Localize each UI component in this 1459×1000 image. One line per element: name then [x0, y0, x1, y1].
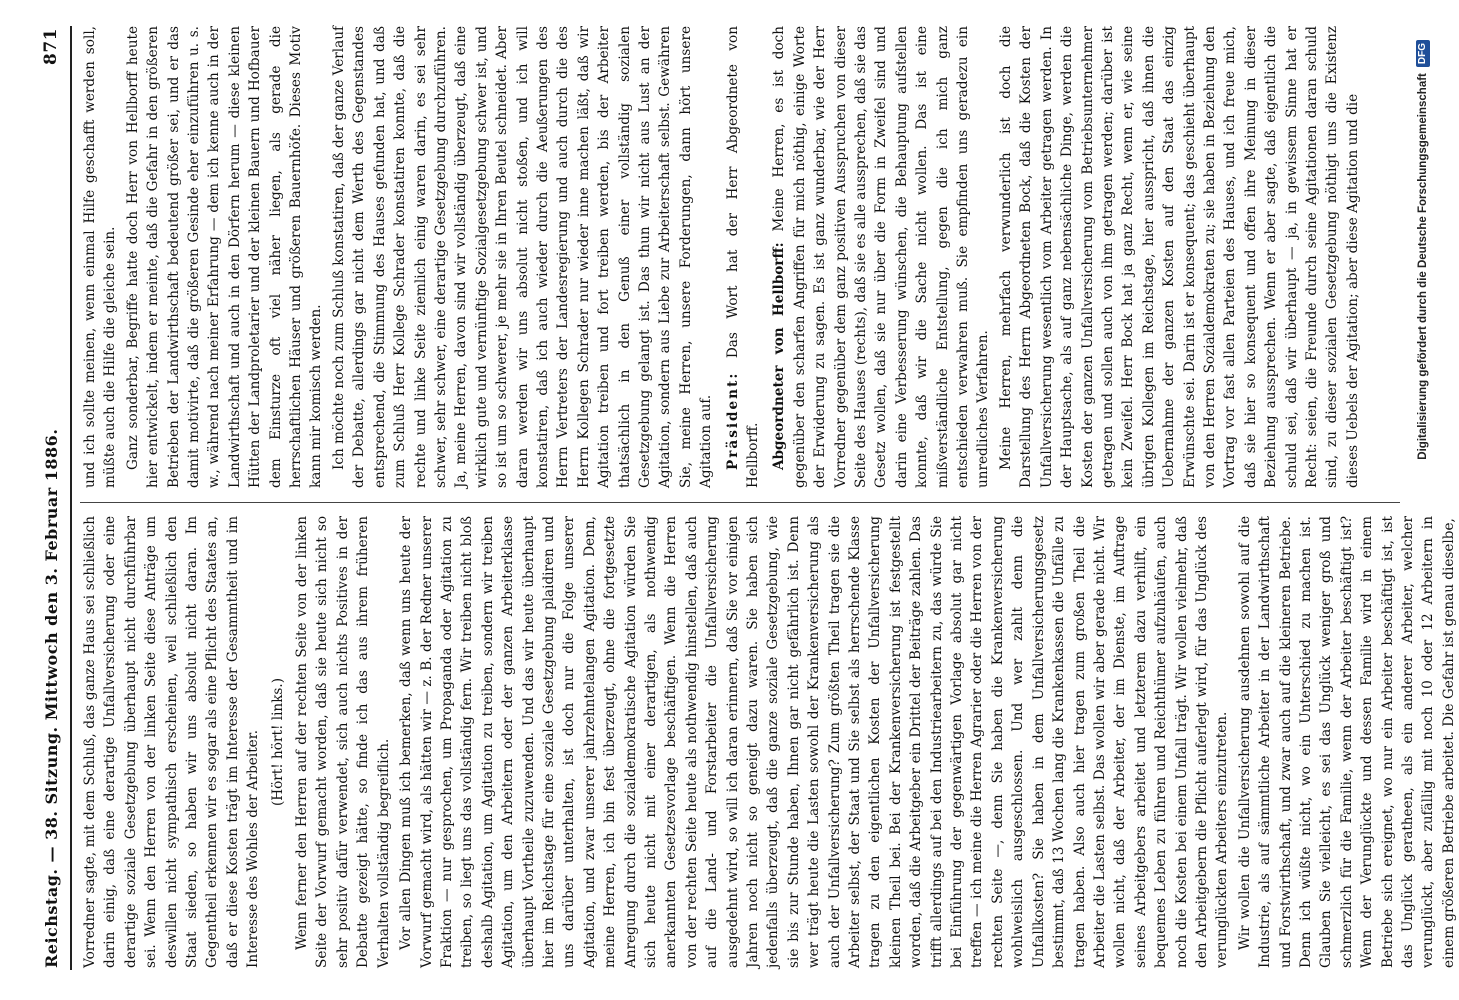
column-divider [80, 502, 1400, 503]
speaker-statement [769, 26, 993, 488]
paragraph: Wir wollen die Unfallversicherung ausdehnen sowohl auf die Industrie, als auf sämmtliche Arbeiter in der Landwirthschaft und Forstwirthschaft, und zwar auch auf die kleineren Betriebe. Denn ich wüßte nicht, wo ein Unterschied zu machen ist. Glauben Sie vielleicht, es sei das Unglück weniger groß und schmerzlich für die Familie, wenn der Arbeiter beschäftigt ist? Wenn der Verunglückte und dessen Familie wird in einem Betriebe sich ereignet, wo nur ein Arbeiter beschäftigt ist, ist das Unglück geratheen, als ein anderer Arbeiter, welcher verunglückt, aber zufällig mit noch 10 oder 12 Arbeitern in einem größeren Betriebe arbeitet. Die Gefahr ist genau dieselbe, [1236, 516, 1457, 968]
paragraph: Ich möchte noch zum Schluß konstatiren, daß der ganze Verlauf der Debatte, allerdings gar nicht dem Werth des Gegenstandes entsprechend, die Stimmung des Hauses gefunden hat, und daß zum Schluß Herr Kollege Schrader konstatiren konnte, daß die rechte und linke Seite ziemlich einig waren darin, es sei sehr schwer, sehr schwer, eine derartige Gesetzgebung durchzuführen. Ja, meine Herren, davon sind wir vollständig überzeugt, daß eine wirklich gute und vernünftige Sozialgesetzgebung schwer ist, und so ist um so schwerer, je mehr sie in Ihren Beutel schneidet. Aber daran werden wir uns absolut nicht stoßen, und ich will konstatiren, daß ich auch wieder durch die Aeußerungen des Herrn Vertreters der Landesregierung und auch durch die des Herrn Kollegen Schrader nur wieder inne machen läßt, daß wir Agitation treiben und fort treiben werden, bis der Arbeiter thatsächlich in den Genuß einer vollständig sozialen Gesetzgebung gelangt ist. Das thun wir nicht aus Lust an der Agitation, sondern aus Liebe zur Arbeiterschaft selbst. Gewähren Sie, meine Herren, unsere Forderungen, dann hört unsere Agitation auf. [330, 26, 715, 488]
page-number: 871 [41, 28, 61, 65]
digitization-credit [1409, 40, 1431, 970]
dfg-logo: DFG [1416, 40, 1430, 67]
speaker-text: Meine Herren, es ist doch gegenüber den scharfen Angriffen für mich nöthig, einige Worte der Erwiderung zu sagen. Es ist ganz wunderbar, wie der Herr Vorredner gegenüber dem ganz positiven Ausspruchen von dieser Seite des Hauses (rechts), daß sie es alle aussprechen, daß sie das Gesetz wollen, daß sie nur über die Form in Zweifel sind und darin eine Verbesserung wünschen, die Behauptung aufstellen konnte, daß wir die Sache nicht wollen. Das ist eine mißverständliche Entstellung, gegen die ich mich ganz entschieden verwahren muß. Sie empfinden uns geradezu ein unredliches Verfahren. [771, 25, 992, 488]
header-title: Reichstag. — 38. Sitzung. Mittwoch den 3. Februar 1886. [41, 428, 61, 968]
paragraph: Ganz sonderbar, Begriffe hatte doch Herr von Hellborff heute hier entwickelt, indem er meinte, daß die Gefahr in den größeren Betrieben der Landwirthschaft bedeutend größer sei, und er das damit motivirte, daß die größeren Gesinde eher einzuführen u. s. w., während nach meiner Erfahrung — dem ich kenne auch in der Landwirthschaft und auch in den Dörfern herum — diese kleinen Hütten der Landproletarier und der kleinen Bauern und Hofbauer dem Einsturze oft viel näher liegen, als gerade die herrschaftlichen Häuser und größeren Bauernhöfe. Dieses Motiv kann mir komisch werden. [124, 26, 325, 488]
interjection: (Hört! hört! links.) [269, 677, 286, 807]
header-rule [70, 26, 72, 970]
credit-text: Digitalisierung gefördert durch die Deutsche Forschungsgemeinschaft [1417, 73, 1429, 460]
paragraph: und ich sollte meinen, wenn einmal Hilfe geschafft werden soll, müßte auch die Hilfe die gleiche sein. [82, 26, 119, 488]
president-text: Das Wort hat der Herr Abgeordnete von Hellborff. [724, 26, 761, 488]
paragraph: Vor allen Dingen muß ich bemerken, daß wenn uns heute der Vorwurf gemacht wird, als hätten wir — z. B. der Redner unserer Fraktion — nur gesprochen, um Propaganda oder Agitation zu treiben, so liegt uns das vollständig fern. Wir treiben nicht bloß deshalb Agitation, um Agitation zu treiben, sondern wir treiben Agitation, um den Arbeitern oder der ganzen Arbeiterklasse überhaupt Vortheile zuzuwenden. Und das wir heute überhaupt hier im Reichstage für eine soziale Gesetzgebung plaidiren und uns darüber unterhalten, ist doch nur die Folge unserer Agitation, und zwar unserer jahrzehntelangen Agitation. Denn, meine Herren, ich bin fest überzeugt, ohne die fortgesetzte Anregung durch die sozialdemokratische Agitation würden Sie sich heute nicht mit einer derartigen, als nothwendig anerkannten Gesetzesvorlage beschäftigen. Wenn die Herren von der rechten Seite heute als nothwendig hinstellen, daß auch auf die Land- und Forstarbeiter die Unfallversicherung ausgedehnt wird, so will ich daran erinnern, daß Sie vor einigen Jahren noch nicht so geneigt dazu waren. Sie haben sich jedenfalls überzeugt, daß die ganze soziale Gesetzgebung, wie sie bis zur Stunde haben, Ihnen gar nicht gefährlich ist. Denn wer trägt heute die Lasten sowohl der Krankenversicherung als auch der Unfallversicherung? Zum größten Theil tragen sie die Arbeiter selbst, der Staat und Sie selbst als herrschende Klasse tragen zu den eigentlichen Kosten der Unfallversicherung kleinen Theil bei. Bei der Krankenversicherung ist festgestellt worden, daß die Arbeitgeber ein Drittel der Beiträge zahlen. Das trifft allerdings auf bei den Industriearbeitern zu, das würde Sie bei Einführung der gegenwärtigen Vorlage absolut gar nicht treffen — ich meine die Herren Agrarier oder die Herren von der rechten Seite —, denn Sie haben die Krankenversicherung wohlweislich ausgeschlossen. Und wer zahlt denn die Unfallkosten? Sie haben in dem Unfallversicherungsgesetz bestimmt, daß 13 Wochen lang die Krankenkassen die Unfälle zu tragen haben. Also auch hier tragen zum großen Theil die Arbeiter die Lasten selbst. Das wollen wir aber gerade nicht. Wir wollen nicht, daß der Arbeiter, der im Dienste, im Auftrage seines Arbeitgebers arbeitet und letzterem dazu verhilft, ein bequemes Leben zu führen und Reichthümer aufzuhäufen, auch noch die Kosten bei einem Unfall trägt. Wir wollen vielmehr, daß den Arbeitgebern die Pflicht auferlegt wird, für das Unglück des verunglückten Arbeiters einzutreten. [398, 516, 1231, 968]
speaker-label: Abgeordneter von Hellborff: [771, 242, 788, 470]
paragraph: Wenn ferner den Herren auf der rechten Seite von der linken Seite der Vorwurf gemacht worden, daß sie heute sich nicht so sehr positiv dafür verwendet, sich auch nichts Positives in der Debatte gezeigt hätte, so finde ich das aus ihrem früheren Verhalten vollständig begreiflich. [294, 516, 392, 968]
president-statement [723, 26, 764, 488]
president-label: Präsident: [724, 371, 741, 470]
page-header [34, 28, 68, 968]
paragraph: Vorredner sagte, mit dem Schluß, das ganze Haus sei schließlich darin einig, daß eine derartige Unfallversicherung oder eine derartige soziale Gesetzgebung überhaupt nicht durchführbar sei. Wenn den Herren von der linken Seite diese Anträge um deswillen nicht sympathisch erscheinen, weil schließlich den Staat sieden, so haben wir uns absolut nicht daran. Im Gegentheil erkennen wir es sogar als eine Pflicht des Staates an, daß er diese Kosten trägt im Interesse der Gesammtheit und im Interesse des Wohles der Arbeiter. [82, 516, 262, 968]
text-column-left [80, 516, 1457, 968]
paragraph: Meine Herren, mehrfach verwunderlich ist doch die Darstellung des Herrn Abgeordneten Bock, daß die Kosten der Unfallversicherung wesentlich vom Arbeiter getragen werden. In der Hauptsache, als auf ganz nebensächliche Dinge, werden die Kosten der ganzen Unfallversicherung vom Betriebsunternehmer getragen und sollen auch von ihm getragen werden; darüber ist kein Zweifel. Herr Bock hat ja ganz Recht, wenn er, wie seine übrigen Kollegen im Reichstage, hier ausspricht, daß ihnen die Uebernahme der ganzen Kosten auf den Staat das einzig Erwünschte sei. Darin ist er konsequent; das geschieht überhaupt von den Herren Sozialdemokraten zu; sie haben in Beziehung den Vortrag vor fast allen Parteien des Hauses, und ich freue mich, daß sie hier so konsequent und offen ihre Meinung in dieser Beziehung aussprechen. Wenn er aber sagte, daß eigentlich die schuld sei, daß wir überhaupt — ja, in gewissem Sinne hat er Recht: seien, die Freunde durch seine Agitationen daran schuld sind, zu dieser sozialen Gesetzgebung nöthigt uns die Existenz dieses Uebels der Agitation; aber diese Agitation und die [997, 26, 1361, 488]
text-column-right [80, 26, 1405, 488]
